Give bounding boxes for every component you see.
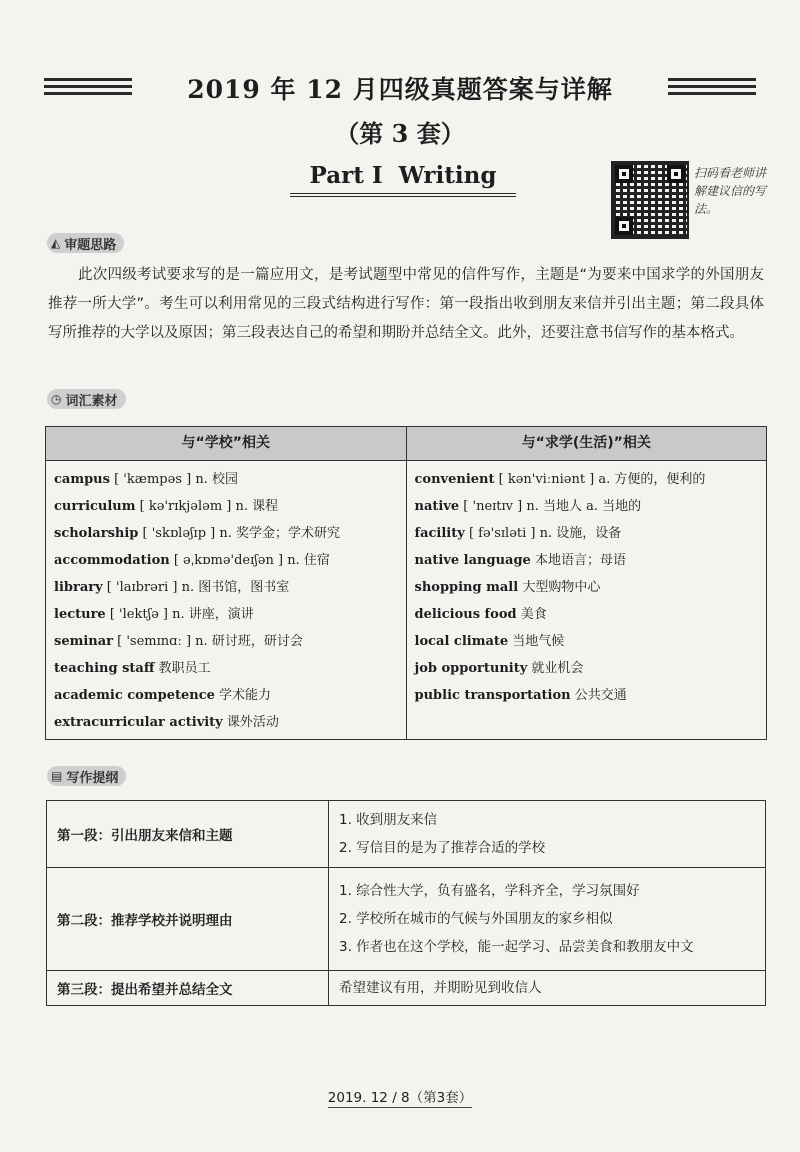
section-label-outline — [47, 766, 126, 786]
vocab-word: academic competence — [54, 688, 215, 703]
vocab-word: campus — [54, 472, 110, 487]
vocab-word: delicious food — [414, 607, 517, 622]
outline-point: 1. 收到朋友来信 — [339, 812, 438, 828]
vocab-definition: [ 'kæmpəs ] n. 校园 — [109, 472, 238, 487]
page-footer — [0, 1086, 800, 1106]
vocab-item — [54, 682, 406, 709]
page-subtitle: （第 3 套） — [335, 119, 465, 148]
vocab-definition: 当地气候 — [508, 634, 565, 649]
vocab-item — [415, 547, 767, 574]
vocab-definition: 大型购物中心 — [518, 580, 601, 595]
vocab-header-school: 与“学校”相关 — [46, 427, 407, 460]
section-label-text: 词汇素材 — [65, 393, 118, 409]
vocab-word: curriculum — [54, 499, 136, 514]
vocab-item — [54, 466, 406, 493]
title-row — [0, 70, 800, 110]
page-title: 2019 年 12 月四级真题答案与详解 — [187, 75, 613, 104]
outline-points — [329, 801, 766, 868]
vocab-item — [54, 601, 406, 628]
outline-row — [47, 971, 766, 1006]
clock-icon: ◷ — [51, 392, 62, 406]
outline-points — [329, 868, 766, 971]
document-icon: ▤ — [51, 769, 63, 783]
vocab-word: public transportation — [414, 688, 571, 703]
vocab-item — [415, 466, 767, 493]
vocab-item — [415, 655, 767, 682]
vocab-word: convenient — [414, 472, 495, 487]
vocab-definition: [ 'lektʃə ] n. 讲座，演讲 — [105, 607, 254, 622]
outline-paragraph-label: 第二段：推荐学校并说明理由 — [47, 868, 329, 971]
vocab-word: scholarship — [54, 526, 139, 541]
vocab-definition: 公共交通 — [570, 688, 627, 703]
vocab-table — [45, 426, 767, 740]
outline-row — [47, 868, 766, 971]
vocab-definition: 就业机会 — [527, 661, 584, 676]
title-rule-left — [44, 78, 132, 99]
vocab-column-school — [46, 461, 407, 739]
outline-paragraph-label: 第一段：引出朋友来信和主题 — [47, 801, 329, 868]
vocab-item — [54, 709, 406, 736]
vocab-item — [415, 574, 767, 601]
vocab-table-header — [46, 427, 766, 461]
vocab-definition: 教职员工 — [154, 661, 211, 676]
vocab-item — [415, 493, 767, 520]
vocab-word: native language — [414, 553, 531, 568]
vocab-definition: 美食 — [516, 607, 547, 622]
outline-point: 3. 作者也在这个学校，能一起学习、品尝美食和教朋友中文 — [339, 939, 694, 955]
vocab-item — [415, 520, 767, 547]
vocab-item — [54, 520, 406, 547]
section-label-text: 写作提纲 — [66, 770, 119, 786]
vocab-definition: [ 'skɒləʃɪp ] n. 奖学金；学术研究 — [138, 526, 340, 541]
outline-point: 2. 写信目的是为了推荐合适的学校 — [339, 840, 546, 856]
outline-point: 1. 综合性大学，负有盛名，学科齐全，学习氛围好 — [339, 883, 640, 899]
vocab-word: seminar — [54, 634, 114, 649]
vocab-item — [54, 655, 406, 682]
outline-table — [46, 800, 766, 1006]
vocab-definition: [ fə'sɪləti ] n. 设施，设备 — [464, 526, 622, 541]
vocab-definition: [ kə'rɪkjələm ] n. 课程 — [135, 499, 279, 514]
outline-points — [329, 971, 766, 1006]
vocab-word: extracurricular activity — [54, 715, 223, 730]
qr-caption: 扫码看老师讲解建议信的写法。 — [694, 166, 767, 216]
vocab-word: library — [54, 580, 103, 595]
vocab-word: teaching staff — [54, 661, 155, 676]
vocab-item — [54, 547, 406, 574]
vocab-word: local climate — [414, 634, 509, 649]
vocab-item — [54, 493, 406, 520]
vocab-header-study-life: 与“求学(生活)”相关 — [521, 435, 651, 451]
vocab-word: shopping mall — [414, 580, 519, 595]
outline-row — [47, 801, 766, 868]
part-heading — [290, 162, 516, 197]
part-label: Part I — [309, 162, 383, 189]
vocab-word: job opportunity — [414, 661, 528, 676]
vocab-definition: 课外活动 — [222, 715, 279, 730]
vocab-item — [54, 574, 406, 601]
qr-code-icon — [611, 161, 689, 239]
vocab-item — [415, 601, 767, 628]
outline-paragraph-label: 第三段：提出希望并总结全文 — [47, 971, 329, 1006]
vocab-item — [415, 628, 767, 655]
vocab-column-study-life — [407, 461, 767, 739]
mountain-icon: ◭ — [51, 236, 61, 250]
vocab-item — [415, 682, 767, 709]
outline-point: 2. 学校所在城市的气候与外国朋友的家乡相似 — [339, 911, 613, 927]
vocab-word: native — [414, 499, 460, 514]
page-number: 2019. 12 / 8（第3套） — [327, 1090, 473, 1106]
analysis-paragraph: 此次四级考试要求写的是一篇应用文，是考试题型中常见的信件写作，主题是“为要来中国求学的外国朋友推荐一所大学”。考生可以利用常见的三段式结构进行写作：第一段指出收到朋友来信并引出主题；第二段具体写所推荐的大学以及原因；第三段表达自己的希望和期盼并总结全文。此外，还要注意书信写作的基本格式。 — [48, 267, 764, 341]
section-label-vocab — [47, 389, 126, 409]
vocab-definition: 学术能力 — [214, 688, 272, 703]
vocab-definition: [ 'semɪnɑː ] n. 研讨班，研讨会 — [113, 634, 303, 649]
vocab-definition: [ 'laɪbrəri ] n. 图书馆，图书室 — [102, 580, 290, 595]
vocab-definition: 本地语言；母语 — [530, 553, 626, 568]
vocab-definition: [ kən'viːniənt ] a. 方便的，便利的 — [494, 472, 706, 487]
section-label-analysis — [47, 233, 124, 253]
vocab-definition: [ 'neɪtɪv ] n. 当地人 a. 当地的 — [459, 499, 642, 514]
part-name: Writing — [398, 162, 497, 189]
vocab-word: lecture — [54, 607, 106, 622]
outline-point: 希望建议有用，并期盼见到收信人 — [339, 980, 542, 996]
vocab-word: accommodation — [54, 553, 170, 568]
vocab-definition: [ əˌkɒmə'deɪʃən ] n. 住宿 — [169, 553, 330, 568]
section-label-text: 审题思路 — [64, 237, 117, 253]
vocab-word: facility — [414, 526, 465, 541]
title-rule-right — [668, 78, 756, 99]
vocab-item — [54, 628, 406, 655]
